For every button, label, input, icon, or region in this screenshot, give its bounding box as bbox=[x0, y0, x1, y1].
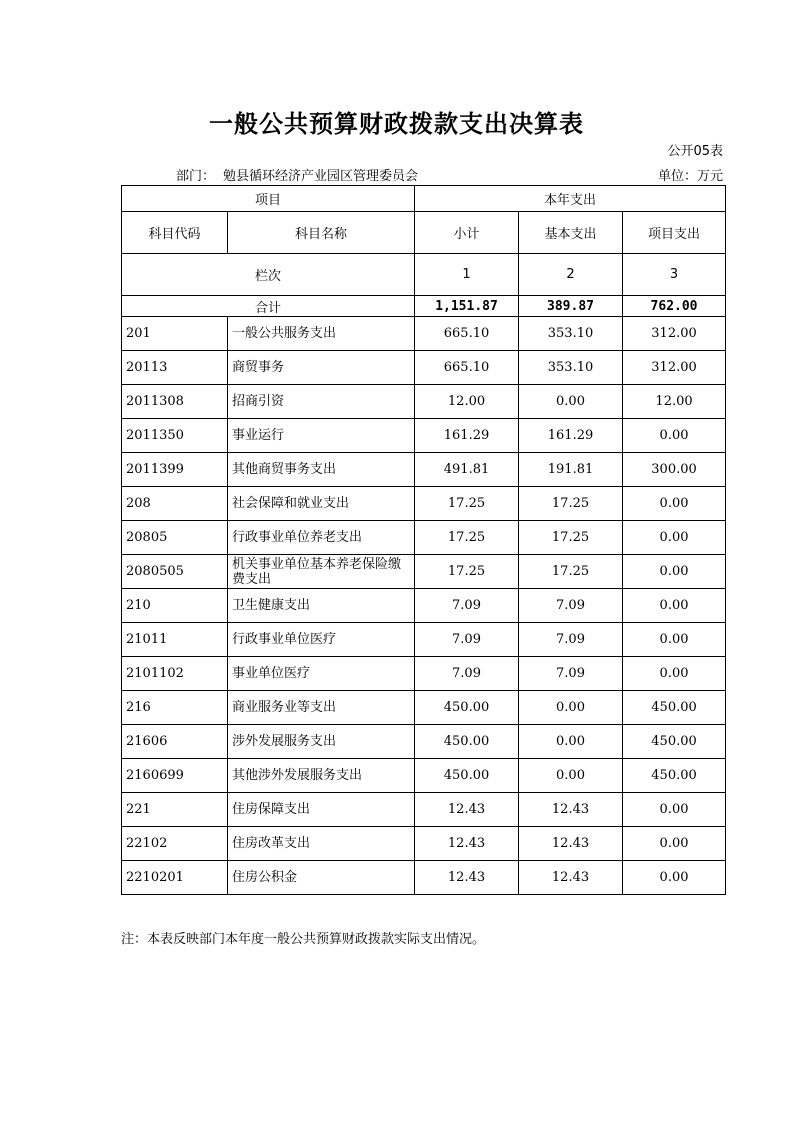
row-basic: 12.43 bbox=[519, 861, 623, 895]
row-subtotal: 12.43 bbox=[415, 793, 519, 827]
table-row bbox=[122, 351, 726, 385]
row-basic: 7.09 bbox=[519, 589, 623, 623]
header-project: 项目 bbox=[122, 186, 415, 212]
row-subtotal: 7.09 bbox=[415, 623, 519, 657]
row-subtotal: 17.25 bbox=[415, 555, 519, 589]
table-row bbox=[122, 589, 726, 623]
row-project: 0.00 bbox=[623, 419, 726, 453]
row-subtotal: 12.43 bbox=[415, 861, 519, 895]
row-subtotal: 450.00 bbox=[415, 759, 519, 793]
column-index-3: 3 bbox=[623, 254, 726, 296]
row-project: 0.00 bbox=[623, 555, 726, 589]
table-row bbox=[122, 317, 726, 351]
column-index-2: 2 bbox=[519, 254, 623, 296]
row-subtotal: 450.00 bbox=[415, 691, 519, 725]
department-label: 部门： bbox=[176, 169, 216, 184]
row-name: 社会保障和就业支出 bbox=[228, 487, 415, 521]
row-basic: 161.29 bbox=[519, 419, 623, 453]
row-code: 2210201 bbox=[122, 861, 228, 895]
row-project: 450.00 bbox=[623, 725, 726, 759]
row-subtotal: 450.00 bbox=[415, 725, 519, 759]
row-name: 商业服务业等支出 bbox=[228, 691, 415, 725]
row-code: 216 bbox=[122, 691, 228, 725]
row-code: 2011350 bbox=[122, 419, 228, 453]
table-row bbox=[122, 827, 726, 861]
column-index-label: 栏次 bbox=[122, 254, 415, 296]
total-basic: 389.87 bbox=[519, 296, 623, 317]
row-code: 20805 bbox=[122, 521, 228, 555]
row-project: 0.00 bbox=[623, 487, 726, 521]
page-title: 一般公共预算财政拨款支出决算表 bbox=[209, 110, 584, 138]
row-code: 22102 bbox=[122, 827, 228, 861]
row-name: 商贸事务 bbox=[228, 351, 415, 385]
header-basic: 基本支出 bbox=[519, 212, 623, 254]
row-name: 住房改革支出 bbox=[228, 827, 415, 861]
row-name: 住房公积金 bbox=[228, 861, 415, 895]
table-row bbox=[122, 623, 726, 657]
table-row bbox=[122, 793, 726, 827]
row-subtotal: 17.25 bbox=[415, 487, 519, 521]
row-code: 2101102 bbox=[122, 657, 228, 691]
row-code: 21011 bbox=[122, 623, 228, 657]
header-row-index bbox=[122, 254, 726, 296]
row-basic: 12.43 bbox=[519, 793, 623, 827]
form-number: 公开05表 bbox=[667, 144, 723, 159]
row-code: 210 bbox=[122, 589, 228, 623]
row-project: 12.00 bbox=[623, 385, 726, 419]
row-project: 312.00 bbox=[623, 317, 726, 351]
row-subtotal: 12.00 bbox=[415, 385, 519, 419]
total-label: 合计 bbox=[122, 296, 415, 317]
row-code: 2080505 bbox=[122, 555, 228, 589]
table-row bbox=[122, 555, 726, 589]
row-basic: 7.09 bbox=[519, 657, 623, 691]
table-row bbox=[122, 691, 726, 725]
table-row bbox=[122, 453, 726, 487]
row-basic: 353.10 bbox=[519, 351, 623, 385]
row-basic: 0.00 bbox=[519, 759, 623, 793]
row-project: 0.00 bbox=[623, 657, 726, 691]
row-project: 0.00 bbox=[623, 623, 726, 657]
row-basic: 12.43 bbox=[519, 827, 623, 861]
row-project: 0.00 bbox=[623, 521, 726, 555]
unit-label: 单位：万元 bbox=[657, 169, 723, 184]
row-project: 312.00 bbox=[623, 351, 726, 385]
row-subtotal: 17.25 bbox=[415, 521, 519, 555]
row-name: 行政事业单位医疗 bbox=[228, 623, 415, 657]
row-code: 2011308 bbox=[122, 385, 228, 419]
row-name: 涉外发展服务支出 bbox=[228, 725, 415, 759]
expenditure-table bbox=[121, 185, 726, 895]
row-project: 0.00 bbox=[623, 861, 726, 895]
row-subtotal: 161.29 bbox=[415, 419, 519, 453]
row-subtotal: 665.10 bbox=[415, 317, 519, 351]
total-row bbox=[122, 296, 726, 317]
footnote: 注：本表反映部门本年度一般公共预算财政拨款实际支出情况。 bbox=[121, 932, 486, 947]
table-row bbox=[122, 725, 726, 759]
row-basic: 17.25 bbox=[519, 521, 623, 555]
department-line bbox=[176, 165, 426, 184]
table-row bbox=[122, 521, 726, 555]
row-code: 2011399 bbox=[122, 453, 228, 487]
row-basic: 17.25 bbox=[519, 555, 623, 589]
table-row bbox=[122, 385, 726, 419]
row-basic: 0.00 bbox=[519, 385, 623, 419]
row-basic: 353.10 bbox=[519, 317, 623, 351]
row-name: 事业运行 bbox=[228, 419, 415, 453]
row-project: 450.00 bbox=[623, 691, 726, 725]
row-project: 300.00 bbox=[623, 453, 726, 487]
row-code: 20113 bbox=[122, 351, 228, 385]
row-name: 卫生健康支出 bbox=[228, 589, 415, 623]
department-name: 勉县循环经济产业园区管理委员会 bbox=[223, 169, 419, 184]
table-row bbox=[122, 759, 726, 793]
row-subtotal: 7.09 bbox=[415, 589, 519, 623]
row-subtotal: 7.09 bbox=[415, 657, 519, 691]
row-basic: 0.00 bbox=[519, 725, 623, 759]
row-basic: 7.09 bbox=[519, 623, 623, 657]
row-name: 事业单位医疗 bbox=[228, 657, 415, 691]
row-subtotal: 12.43 bbox=[415, 827, 519, 861]
header-name: 科目名称 bbox=[228, 212, 415, 254]
row-code: 208 bbox=[122, 487, 228, 521]
row-basic: 191.81 bbox=[519, 453, 623, 487]
header-project-expense: 项目支出 bbox=[623, 212, 726, 254]
row-basic: 0.00 bbox=[519, 691, 623, 725]
row-name: 招商引资 bbox=[228, 385, 415, 419]
row-code: 21606 bbox=[122, 725, 228, 759]
row-name: 行政事业单位养老支出 bbox=[228, 521, 415, 555]
row-code: 221 bbox=[122, 793, 228, 827]
header-code: 科目代码 bbox=[122, 212, 228, 254]
table-row bbox=[122, 657, 726, 691]
row-name: 一般公共服务支出 bbox=[228, 317, 415, 351]
table-row bbox=[122, 861, 726, 895]
row-name: 住房保障支出 bbox=[228, 793, 415, 827]
row-subtotal: 665.10 bbox=[415, 351, 519, 385]
column-index-1: 1 bbox=[415, 254, 519, 296]
total-subtotal: 1,151.87 bbox=[415, 296, 519, 317]
row-code: 2160699 bbox=[122, 759, 228, 793]
row-project: 0.00 bbox=[623, 827, 726, 861]
row-project: 0.00 bbox=[623, 589, 726, 623]
row-name: 其他涉外发展服务支出 bbox=[228, 759, 415, 793]
header-row-top bbox=[122, 186, 726, 212]
row-name: 机关事业单位基本养老保险缴费支出 bbox=[228, 555, 415, 589]
table-row bbox=[122, 419, 726, 453]
total-project: 762.00 bbox=[623, 296, 726, 317]
header-subtotal: 小计 bbox=[415, 212, 519, 254]
header-current-year: 本年支出 bbox=[415, 186, 726, 212]
row-project: 0.00 bbox=[623, 793, 726, 827]
table-row bbox=[122, 487, 726, 521]
row-project: 450.00 bbox=[623, 759, 726, 793]
row-code: 201 bbox=[122, 317, 228, 351]
row-subtotal: 491.81 bbox=[415, 453, 519, 487]
header-row-columns bbox=[122, 212, 726, 254]
row-name: 其他商贸事务支出 bbox=[228, 453, 415, 487]
row-basic: 17.25 bbox=[519, 487, 623, 521]
